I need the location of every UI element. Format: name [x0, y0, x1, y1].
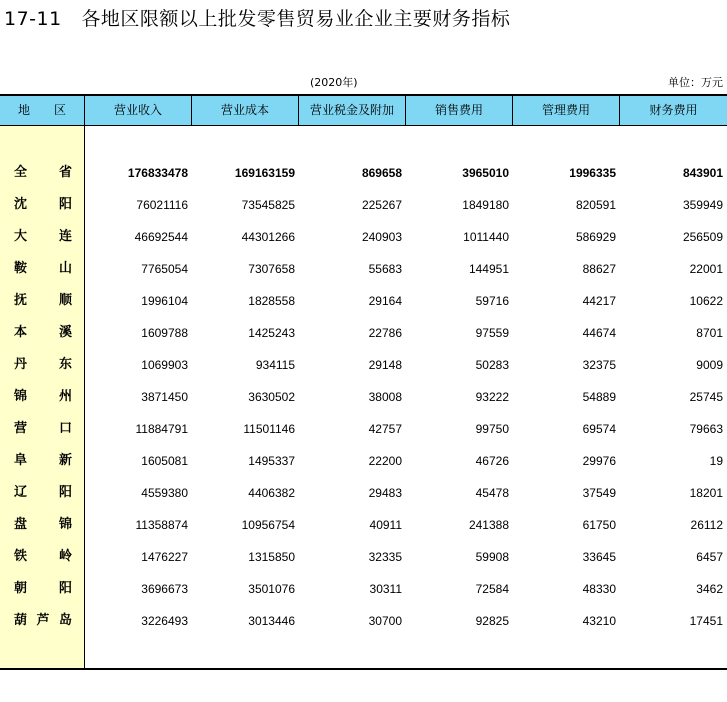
value-cell: 30700	[368, 614, 402, 628]
value-cell: 3013446	[248, 614, 295, 628]
column-header-taxes: 营业税金及附加	[309, 103, 394, 117]
column-header-sales-expense: 销售费用	[434, 103, 483, 117]
table-row	[0, 413, 727, 445]
value-cell: 55683	[368, 262, 402, 276]
value-cell: 50283	[475, 358, 509, 372]
value-cell: 1828558	[248, 294, 295, 308]
value-cell: 10622	[689, 294, 723, 308]
value-cell: 169163159	[234, 166, 295, 180]
value-cell: 73545825	[241, 198, 295, 212]
value-cell: 19	[709, 454, 723, 468]
value-cell: 29976	[582, 454, 616, 468]
value-cell: 33645	[582, 550, 616, 564]
value-cell: 44674	[582, 326, 616, 340]
value-cell: 79663	[689, 422, 723, 436]
table-row	[0, 221, 727, 253]
value-cell: 46692544	[134, 230, 188, 244]
region-name: 盘锦	[14, 517, 72, 532]
value-cell: 3462	[696, 582, 723, 596]
value-cell: 1315850	[248, 550, 295, 564]
region-name: 鞍山	[14, 261, 72, 276]
table-row	[0, 253, 727, 285]
region-name: 葫芦岛	[14, 613, 72, 628]
unit-note: 单位：万元	[668, 76, 723, 89]
value-cell: 1011440	[463, 230, 509, 244]
table-row	[0, 189, 727, 221]
column-header-admin-expense: 管理费用	[541, 103, 590, 117]
region-name: 本溪	[14, 325, 72, 340]
region-name: 全省	[14, 165, 72, 180]
value-cell: 46726	[475, 454, 509, 468]
column-header-finance-expense: 财务费用	[649, 103, 698, 117]
value-cell: 44301266	[241, 230, 295, 244]
value-cell: 241388	[468, 518, 509, 532]
value-cell: 4406382	[248, 486, 295, 500]
value-cell: 3871450	[141, 390, 188, 404]
value-cell: 59908	[475, 550, 509, 564]
value-cell: 4559380	[141, 486, 188, 500]
table-row	[0, 605, 727, 637]
value-cell: 18201	[689, 486, 723, 500]
table-row	[0, 509, 727, 541]
value-cell: 240903	[361, 230, 402, 244]
value-cell: 17451	[689, 614, 723, 628]
value-cell: 10956754	[241, 518, 295, 532]
value-cell: 3226493	[141, 614, 188, 628]
region-name: 辽阳	[14, 485, 72, 500]
value-cell: 42757	[368, 422, 402, 436]
value-cell: 22200	[368, 454, 402, 468]
value-cell: 40911	[369, 518, 402, 532]
value-cell: 54889	[582, 390, 616, 404]
value-cell: 59716	[475, 294, 509, 308]
table-row	[0, 477, 727, 509]
value-cell: 93222	[475, 390, 509, 404]
value-cell: 43210	[582, 614, 616, 628]
value-cell: 3696673	[141, 582, 188, 596]
value-cell: 38008	[368, 390, 402, 404]
page-title: 17-11 各地区限额以上批发零售贸易业企业主要财务指标	[4, 8, 511, 30]
value-cell: 1069903	[141, 358, 188, 372]
value-cell: 934115	[255, 358, 295, 372]
value-cell: 61750	[582, 518, 616, 532]
value-cell: 37549	[582, 486, 616, 500]
value-cell: 44217	[582, 294, 616, 308]
table-header-rule	[0, 125, 727, 126]
value-cell: 29148	[368, 358, 402, 372]
region-name: 大连	[14, 229, 72, 244]
column-header-revenue: 营业收入	[113, 103, 162, 117]
value-cell: 1996104	[141, 294, 188, 308]
value-cell: 22786	[368, 326, 402, 340]
value-cell: 76021116	[136, 198, 188, 212]
value-cell: 11358874	[135, 518, 188, 532]
value-cell: 843901	[682, 166, 723, 180]
region-name: 沈阳	[14, 197, 72, 212]
region-name: 营口	[14, 421, 72, 436]
value-cell: 1476227	[141, 550, 188, 564]
value-cell: 1996335	[569, 166, 616, 180]
value-cell: 225267	[361, 198, 402, 212]
value-cell: 29164	[368, 294, 402, 308]
value-cell: 30311	[369, 582, 402, 596]
value-cell: 22001	[689, 262, 723, 276]
value-cell: 3965010	[462, 166, 509, 180]
value-cell: 1425243	[248, 326, 295, 340]
value-cell: 48330	[582, 582, 616, 596]
table-row	[0, 285, 727, 317]
value-cell: 586929	[575, 230, 616, 244]
value-cell: 9009	[696, 358, 723, 372]
region-name: 阜新	[14, 453, 72, 468]
table-row	[0, 317, 727, 349]
value-cell: 32335	[368, 550, 402, 564]
value-cell: 3501076	[248, 582, 295, 596]
region-name: 丹东	[14, 357, 72, 372]
value-cell: 820591	[575, 198, 616, 212]
value-cell: 45478	[475, 486, 509, 500]
value-cell: 1495337	[248, 454, 295, 468]
value-cell: 1609788	[141, 326, 188, 340]
value-cell: 26112	[690, 518, 723, 532]
value-cell: 144951	[468, 262, 509, 276]
value-cell: 7765054	[141, 262, 188, 276]
value-cell: 72584	[475, 582, 509, 596]
value-cell: 11501146	[243, 422, 295, 436]
value-cell: 256509	[682, 230, 723, 244]
table-row	[0, 541, 727, 573]
column-header-cost: 营业成本	[220, 103, 269, 117]
region-name: 锦州	[14, 389, 72, 404]
value-cell: 1849180	[462, 198, 509, 212]
table-bottom-rule	[0, 668, 727, 670]
value-cell: 7307658	[248, 262, 295, 276]
value-cell: 1605081	[141, 454, 188, 468]
value-cell: 176833478	[127, 166, 188, 180]
table-row	[0, 445, 727, 477]
region-name: 抚顺	[14, 293, 72, 308]
value-cell: 88627	[582, 262, 616, 276]
value-cell: 11884791	[135, 422, 188, 436]
value-cell: 8701	[696, 326, 723, 340]
value-cell: 99750	[475, 422, 509, 436]
value-cell: 69574	[582, 422, 616, 436]
value-cell: 92825	[475, 614, 509, 628]
region-name: 铁岭	[14, 549, 72, 564]
value-cell: 6457	[696, 550, 723, 564]
value-cell: 97559	[475, 326, 509, 340]
year-note: (2020年)	[310, 76, 358, 89]
value-cell: 25745	[689, 390, 723, 404]
value-cell: 3630502	[248, 390, 295, 404]
column-header-region: 地 区	[17, 103, 66, 117]
value-cell: 32375	[582, 358, 616, 372]
table-row	[0, 573, 727, 605]
value-cell: 869658	[361, 166, 402, 180]
table-row	[0, 381, 727, 413]
table-row-total	[0, 157, 727, 189]
value-cell: 359949	[682, 198, 723, 212]
region-name: 朝阳	[14, 581, 72, 596]
value-cell: 29483	[368, 486, 402, 500]
table-row	[0, 349, 727, 381]
